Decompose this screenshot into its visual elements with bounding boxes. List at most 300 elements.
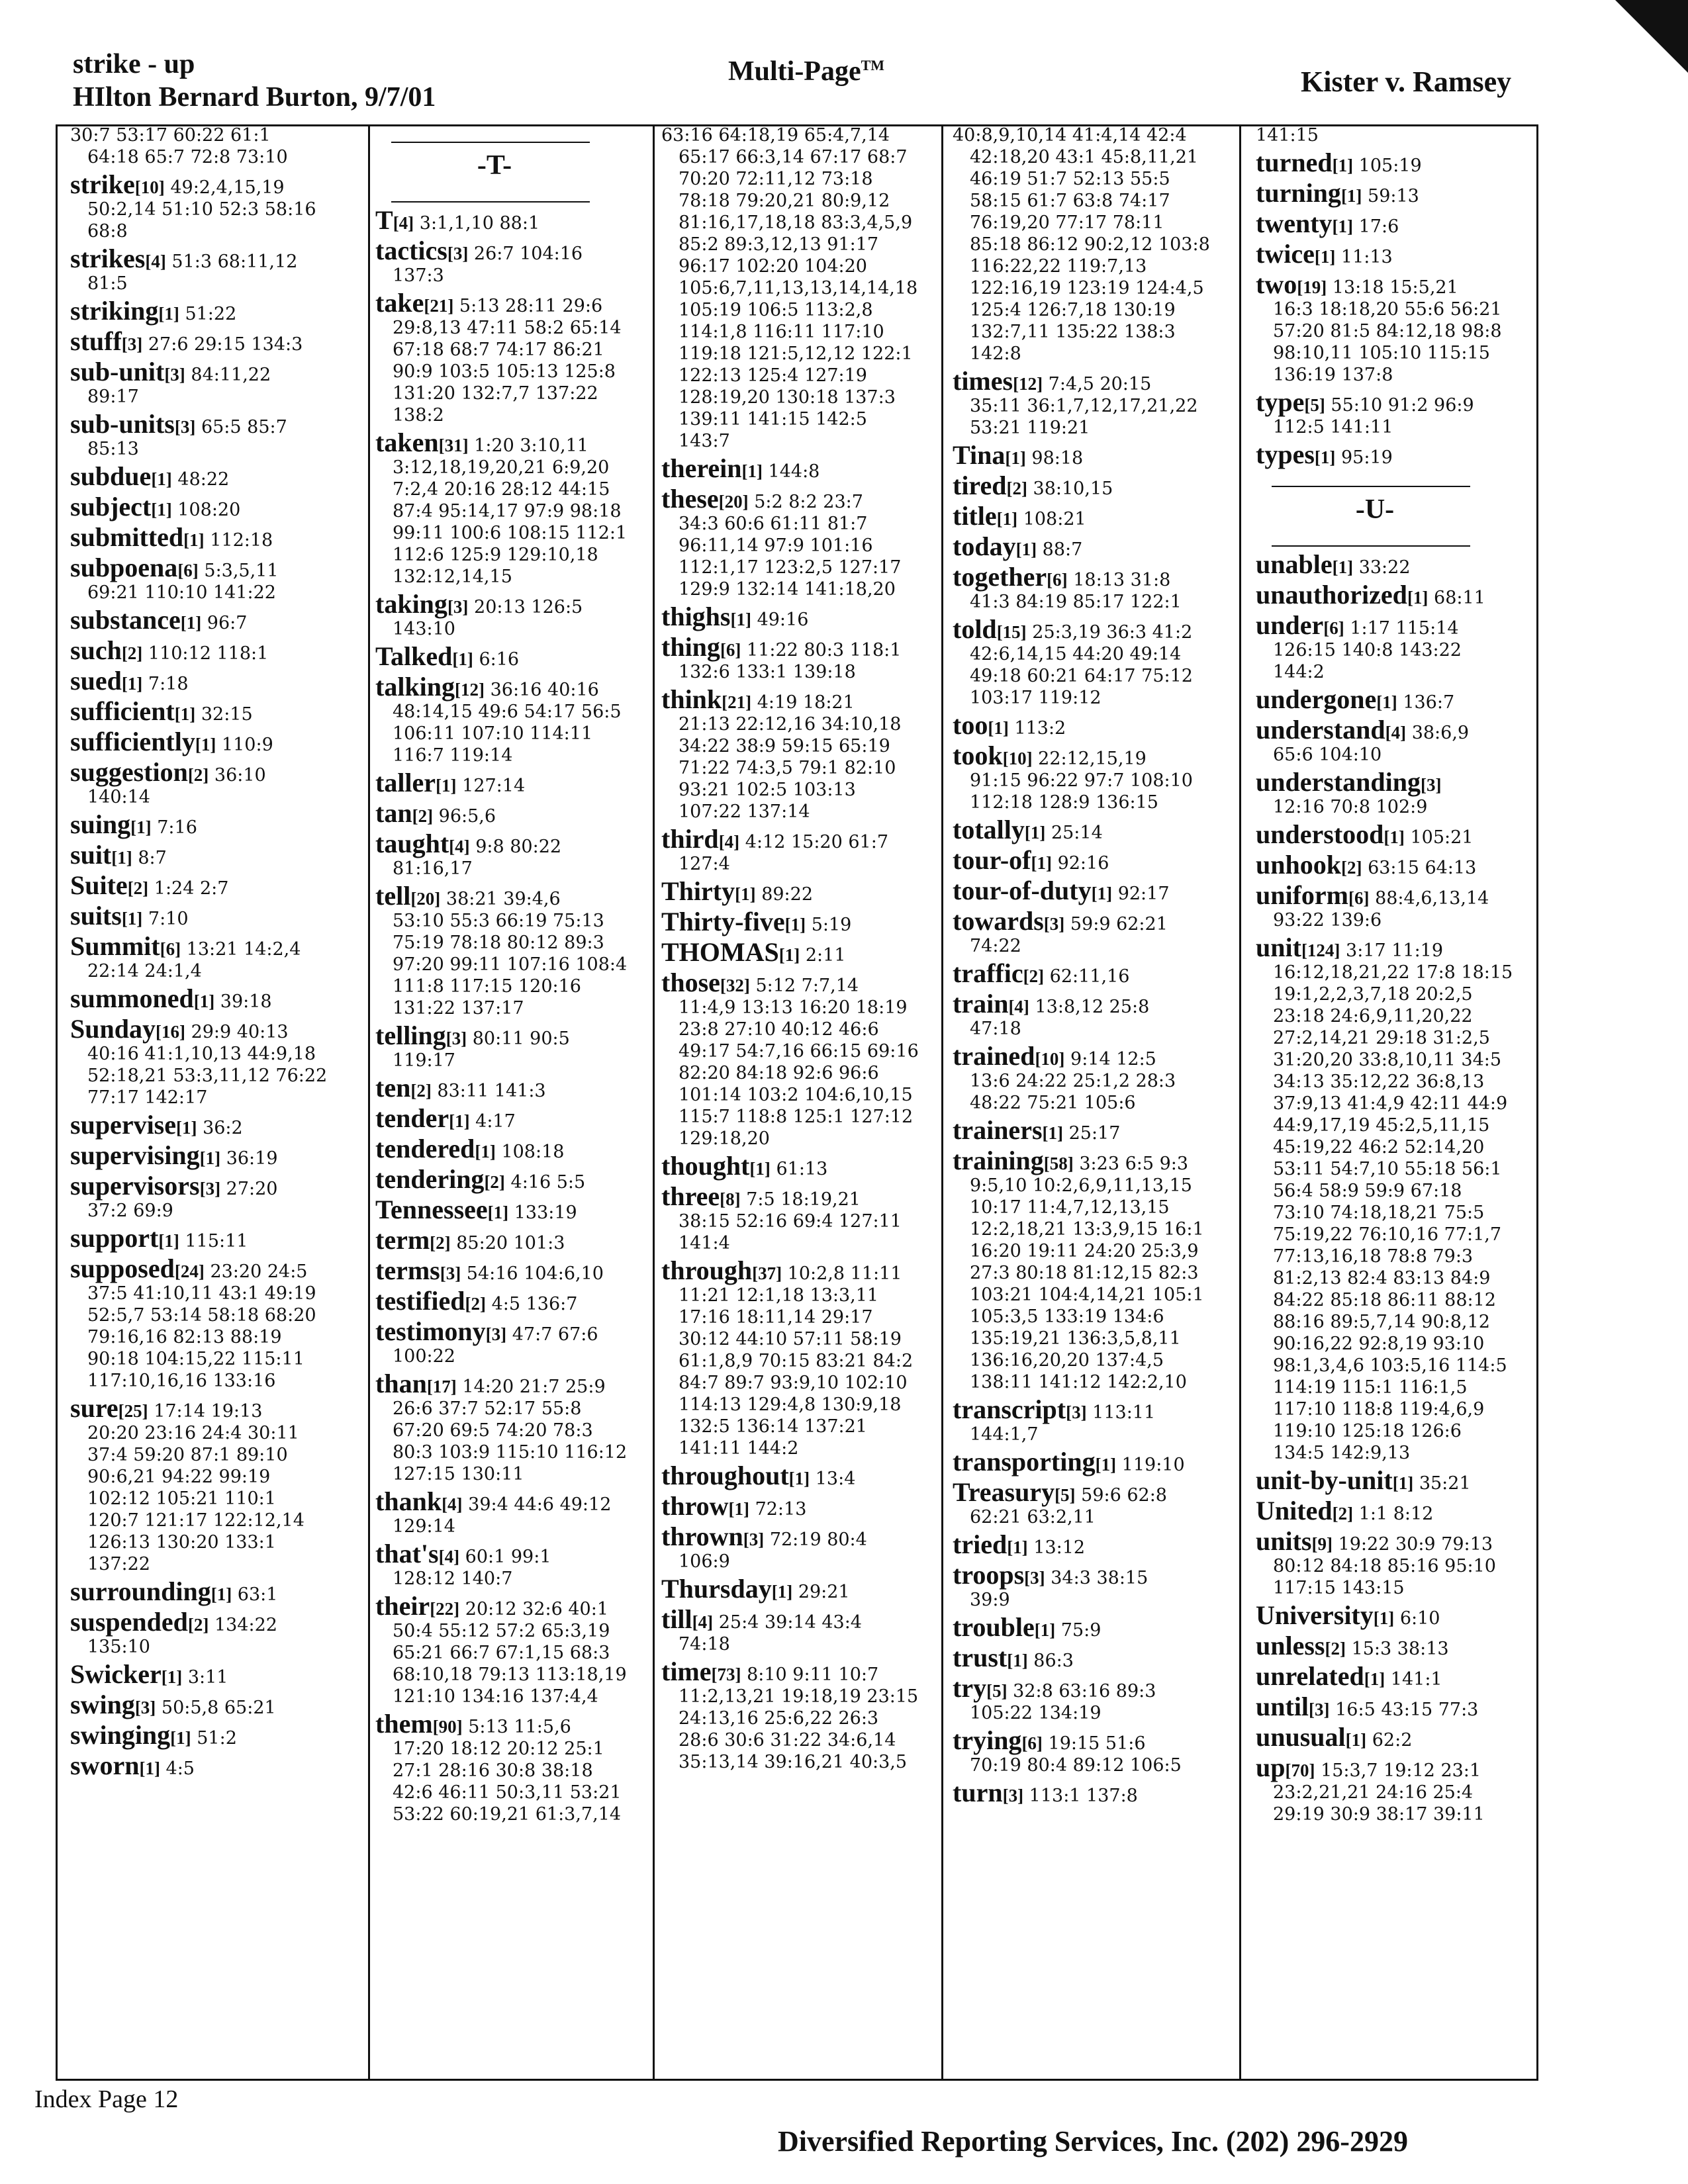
index-term: training — [953, 1146, 1044, 1175]
page-line-refs-continued: 42:6 46:11 50:3,11 53:21 — [393, 1782, 622, 1803]
index-entry — [375, 1073, 653, 1103]
index-term: understood — [1256, 819, 1384, 849]
occurrence-count: [1] — [158, 304, 179, 324]
index-entry — [70, 553, 368, 604]
index-entry — [375, 1195, 653, 1224]
index-term: suggestion — [70, 757, 188, 787]
page-line-refs-continued: 12:16 70:8 102:9 — [1273, 797, 1428, 817]
index-entry — [953, 815, 1239, 844]
index-entry-line — [70, 1576, 368, 1606]
occurrence-count: [10] — [1035, 1049, 1065, 1069]
page-line-refs-continued: 88:16 89:5,7,14 90:8,12 — [1273, 1312, 1490, 1332]
index-term: took — [953, 741, 1003, 770]
occurrence-count: [3] — [121, 334, 143, 354]
index-entry-line — [375, 1286, 653, 1316]
index-term: subpoena — [70, 553, 178, 582]
occurrence-count: [6] — [160, 939, 181, 959]
index-term: tried — [953, 1529, 1008, 1559]
page-line-refs-continued: 79:16,16 82:13 88:19 — [87, 1327, 282, 1347]
index-entry — [70, 1140, 368, 1170]
index-term: take — [375, 288, 424, 318]
page-line-refs-continued: 20:20 23:16 24:4 30:11 — [87, 1423, 299, 1443]
occurrence-count: [1] — [121, 674, 143, 694]
occurrence-count: [10] — [134, 177, 165, 197]
page-line-refs: 85:20 101:3 — [456, 1233, 565, 1253]
page-line-refs-continued: 81:16,17,18,18 83:3,4,5,9 — [679, 212, 913, 233]
page-line-refs-continued: 37:9,13 41:4,9 42:11 44:9 — [1273, 1093, 1508, 1114]
occurrence-count: [1] — [1024, 823, 1046, 842]
occurrence-count: [1] — [452, 649, 473, 669]
index-entry — [953, 741, 1239, 813]
page-line-refs: 61:13 — [776, 1159, 828, 1179]
index-entry — [661, 684, 941, 823]
index-entry-line — [1256, 208, 1538, 238]
page-line-refs-continued: 81:16,17 — [393, 858, 473, 879]
index-entry-line — [70, 1140, 368, 1170]
page-line-refs: 72:19 80:4 — [769, 1529, 867, 1550]
page-line-refs-continued: 126:15 140:8 143:22 — [1273, 640, 1462, 660]
index-entry-line — [953, 1560, 1239, 1590]
page-line-refs: 115:11 — [185, 1231, 248, 1251]
page-line-refs: 32:15 — [201, 704, 253, 725]
index-entry-line — [953, 1447, 1239, 1477]
index-term: sworn — [70, 1751, 140, 1780]
page-line-refs: 7:4,5 20:15 — [1048, 374, 1152, 394]
page-line-refs: 89:22 — [761, 884, 814, 905]
occurrence-count: [1] — [183, 530, 205, 550]
index-entry — [70, 757, 368, 808]
index-entry — [661, 632, 941, 683]
page-line-refs-continued: 122:16,19 123:19 124:4,5 — [970, 278, 1204, 298]
index-entry-line — [70, 296, 368, 326]
page-line-refs: 136:7 — [1403, 692, 1455, 713]
page-line-refs-continued: 97:20 99:11 107:16 108:4 — [393, 954, 628, 975]
occurrence-count: [3] — [440, 1263, 461, 1283]
page-line-refs: 36:10 — [214, 765, 266, 786]
index-entry-line — [70, 409, 368, 439]
page-line-refs-continued: 106:9 — [679, 1551, 730, 1572]
index-term: types — [1256, 439, 1315, 469]
index-term: sufficiently — [70, 727, 195, 756]
page-line-refs: 133:19 — [514, 1203, 577, 1223]
occurrence-count: [1] — [449, 1111, 470, 1131]
section-divider — [391, 142, 590, 143]
page-line-refs-continued: 136:16,20,20 137:4,5 — [970, 1350, 1164, 1371]
page-line-refs: 108:18 — [501, 1142, 565, 1162]
index-term: that's — [375, 1539, 439, 1569]
page-line-refs-continued: 140:14 — [87, 787, 150, 807]
occurrence-count: [32] — [720, 976, 750, 995]
index-entry — [375, 1591, 653, 1707]
index-entry-line — [375, 1255, 653, 1285]
occurrence-count: [4] — [442, 1494, 463, 1514]
index-entry-line — [1256, 684, 1538, 714]
index-term: twice — [1256, 239, 1315, 269]
index-entry — [70, 635, 368, 665]
page-line-refs: 15:3,7 19:12 23:1 — [1321, 1760, 1481, 1781]
page-line-refs: 9:8 80:22 — [475, 837, 562, 857]
page-line-refs: 11:22 80:3 118:1 — [747, 640, 902, 660]
page-line-refs: 88:4,6,13,14 — [1375, 888, 1489, 909]
section-letter: -T- — [477, 150, 512, 181]
page-line-refs: 50:5,8 65:21 — [161, 1698, 276, 1718]
occurrence-count: [4] — [449, 837, 470, 856]
index-term: sub-unit — [70, 357, 165, 387]
page-line-refs: 92:16 — [1057, 853, 1109, 874]
page-line-refs-continued: 80:3 103:9 115:10 116:12 — [393, 1442, 628, 1463]
index-term: thank — [375, 1486, 442, 1516]
page-line-refs-continued: 103:17 119:12 — [970, 688, 1102, 708]
page-line-refs-continued: 115:7 118:8 125:1 127:12 — [679, 1107, 914, 1127]
index-entry-line — [661, 1255, 941, 1285]
index-entry — [661, 453, 941, 483]
page-line-refs-continued: 90:16,22 92:8,19 93:10 — [1273, 1334, 1485, 1354]
index-entry — [1256, 387, 1538, 438]
page-line-refs: 59:13 — [1368, 186, 1419, 206]
page-line-refs: 2:11 — [805, 945, 846, 966]
index-entry — [1256, 239, 1538, 269]
page-line-refs: 30:7 53:17 60:22 61:1 — [70, 125, 271, 146]
page-line-refs: 39:18 — [220, 991, 272, 1012]
index-entry-line — [1256, 933, 1538, 962]
page-line-refs-continued: 53:10 55:3 66:19 75:13 — [393, 911, 604, 931]
index-entry-line — [70, 1171, 368, 1201]
occurrence-count: [2] — [187, 765, 209, 785]
occurrence-count: [2] — [410, 1081, 432, 1101]
page-line-refs-continued: 47:18 — [970, 1019, 1021, 1039]
page-line-refs-continued: 138:2 — [393, 405, 444, 426]
occurrence-count: [4] — [718, 832, 740, 852]
index-entry — [661, 1181, 941, 1254]
occurrence-count: [1] — [778, 945, 800, 965]
index-entry-line — [70, 635, 368, 665]
index-entry-line — [1256, 767, 1538, 797]
page-line-refs-continued: 29:19 30:9 38:17 39:11 — [1273, 1804, 1485, 1825]
index-term: unit-by-unit — [1256, 1465, 1393, 1495]
index-entry-line — [953, 1529, 1239, 1559]
occurrence-count: [1] — [1364, 1669, 1385, 1689]
index-entry-line — [375, 205, 653, 235]
index-entry — [661, 1461, 941, 1490]
page-line-refs: 84:11,22 — [191, 365, 271, 385]
index-entry-line — [953, 124, 1239, 146]
page-line-refs-continued: 141:4 — [679, 1233, 730, 1253]
index-term: three — [661, 1181, 720, 1211]
page-line-refs-continued: 98:1,3,4,6 103:5,16 114:5 — [1273, 1355, 1507, 1376]
index-entry-line — [953, 501, 1239, 531]
index-entry-line — [661, 1657, 941, 1686]
page-line-refs: 1:24 2:7 — [154, 878, 229, 899]
index-entry-line — [70, 326, 368, 356]
index-entry-line — [953, 440, 1239, 470]
page-line-refs-continued: 9:5,10 10:2,6,9,11,13,15 — [970, 1175, 1192, 1196]
page-line-refs: 4:16 5:5 — [510, 1172, 586, 1193]
index-entry-line — [661, 1491, 941, 1521]
header-range: strike - up — [73, 49, 195, 79]
index-term: unable — [1256, 549, 1333, 579]
occurrence-count: [3] — [1043, 914, 1065, 934]
page-line-refs: 17:14 19:13 — [154, 1401, 263, 1422]
occurrence-count: [1] — [730, 610, 751, 629]
occurrence-count: [19] — [1297, 277, 1327, 297]
index-term: Tennessee — [375, 1195, 488, 1224]
index-term: strikes — [70, 244, 146, 273]
occurrence-count: [1] — [1015, 539, 1037, 559]
page-line-refs-continued: 111:8 117:15 120:16 — [393, 976, 581, 997]
index-term: turned — [1256, 148, 1333, 177]
page-line-refs-continued: 67:18 68:7 74:17 86:21 — [393, 340, 604, 360]
index-entry — [70, 1659, 368, 1689]
occurrence-count: [1] — [1345, 1730, 1367, 1750]
index-entry — [1256, 439, 1538, 469]
index-entry — [375, 1103, 653, 1133]
page-line-refs-continued: 39:9 — [970, 1590, 1010, 1610]
index-term: summoned — [70, 983, 194, 1013]
index-term: suing — [70, 809, 131, 839]
index-entry-line — [1256, 269, 1538, 299]
index-entry — [70, 1607, 368, 1658]
page-line-refs: 13:12 — [1033, 1537, 1086, 1558]
page-line-refs-continued: 116:7 119:14 — [393, 745, 513, 766]
occurrence-count: [1] — [735, 884, 756, 904]
page-line-refs-continued: 24:13,16 25:6,22 26:3 — [679, 1708, 879, 1729]
page-line-refs-continued: 112:6 125:9 129:10,18 — [393, 545, 598, 565]
occurrence-count: [16] — [155, 1022, 185, 1042]
page-line-refs-continued: 34:22 38:9 59:15 65:19 — [679, 736, 890, 756]
index-entry-line — [1256, 850, 1538, 880]
index-entry-line — [1256, 1752, 1538, 1782]
page-line-refs-continued: 117:10 118:8 119:4,6,9 — [1273, 1399, 1485, 1420]
occurrence-count: [1] — [1407, 588, 1429, 608]
index-term: totally — [953, 815, 1025, 844]
occurrence-count: [3] — [134, 1698, 156, 1717]
occurrence-count: [1] — [176, 1118, 197, 1138]
index-term: trouble — [953, 1612, 1035, 1642]
page-line-refs-continued: 70:19 80:4 89:12 106:5 — [970, 1755, 1182, 1776]
index-entry-line — [661, 968, 941, 997]
index-entry — [661, 1604, 941, 1655]
index-entry — [953, 1529, 1239, 1559]
index-entry-line — [661, 124, 941, 146]
page-line-refs: 33:22 — [1358, 557, 1411, 578]
page-line-refs-continued: 114:13 129:4,8 130:9,18 — [679, 1394, 902, 1415]
page-line-refs: 59:9 62:21 — [1070, 914, 1168, 934]
page-line-refs-continued: 96:11,14 97:9 101:16 — [679, 535, 873, 556]
page-line-refs-continued: 100:22 — [393, 1346, 455, 1367]
index-entry-line — [661, 907, 941, 936]
index-term: testimony — [375, 1316, 486, 1346]
index-entry — [375, 829, 653, 880]
occurrence-count: [4] — [1385, 723, 1407, 743]
page-line-refs: 49:2,4,15,19 — [170, 177, 285, 198]
index-term: uniform — [1256, 880, 1348, 910]
page-line-refs: 55:10 91:2 96:9 — [1331, 395, 1474, 416]
index-entry-line — [661, 1181, 941, 1211]
page-line-refs: 59:6 62:8 — [1081, 1485, 1167, 1506]
index-term: thought — [661, 1151, 750, 1181]
page-line-refs-continued: 117:10,16,16 133:16 — [87, 1371, 276, 1391]
index-entry-line — [375, 1225, 653, 1255]
index-entry — [70, 696, 368, 726]
index-entry-line — [1256, 1496, 1538, 1525]
page-line-refs-continued: 74:22 — [970, 936, 1021, 956]
page-line-refs-continued: 112:1,17 123:2,5 127:17 — [679, 557, 902, 578]
index-term: too — [953, 710, 988, 740]
index-entry-line — [661, 1151, 941, 1181]
page-line-refs: 38:21 39:4,6 — [445, 889, 561, 909]
index-entry-line — [70, 1607, 368, 1637]
page-line-refs-continued: 23:2,21,21 24:16 25:4 — [1273, 1782, 1474, 1803]
page-line-refs-continued: 90:6,21 94:22 99:19 — [87, 1467, 271, 1487]
index-entry — [70, 1110, 368, 1140]
page-line-refs-continued: 75:19,22 76:10,16 77:1,7 — [1273, 1224, 1502, 1245]
page-line-refs: 144:8 — [768, 461, 820, 482]
page-line-refs: 32:8 63:16 89:3 — [1013, 1681, 1156, 1702]
index-entry — [70, 124, 368, 168]
occurrence-count: [3] — [447, 244, 469, 263]
page-line-refs: 75:9 — [1060, 1620, 1102, 1641]
occurrence-count: [1] — [788, 1469, 810, 1488]
index-entry — [1256, 1600, 1538, 1630]
index-term: think — [661, 684, 722, 714]
index-term: try — [953, 1673, 987, 1703]
index-entry-line — [1256, 124, 1538, 146]
index-entry-line — [70, 461, 368, 491]
page-line-refs: 13:21 14:2,4 — [186, 939, 301, 960]
page-line-refs: 25:14 — [1051, 823, 1103, 843]
page-line-refs-continued: 31:20,20 33:8,10,11 34:5 — [1273, 1050, 1502, 1070]
index-term: tendering — [375, 1164, 485, 1194]
index-entry — [70, 840, 368, 870]
page-line-refs: 25:3,19 36:3 41:2 — [1032, 622, 1193, 643]
index-entry — [375, 205, 653, 235]
index-entry-line — [375, 1539, 653, 1569]
page-line-refs-continued: 35:11 36:1,7,12,17,21,22 — [970, 396, 1198, 416]
index-term: tender — [375, 1103, 449, 1133]
page-line-refs-continued: 143:7 — [679, 431, 730, 451]
index-term: type — [1256, 387, 1305, 417]
page-line-refs-continued: 50:2,14 51:10 52:3 58:16 — [87, 199, 316, 220]
index-entry — [1256, 549, 1538, 579]
index-entry-line — [375, 641, 653, 671]
index-entry-line — [70, 870, 368, 900]
index-entry — [953, 906, 1239, 957]
index-term: subdue — [70, 461, 152, 491]
occurrence-count: [2] — [1340, 858, 1362, 878]
index-entry-line — [953, 1673, 1239, 1703]
page-line-refs: 19:15 51:6 — [1048, 1733, 1146, 1754]
index-term: substance — [70, 605, 181, 635]
page-line-refs: 141:1 — [1390, 1669, 1442, 1690]
index-term: their — [375, 1591, 430, 1621]
index-entry-line — [70, 169, 368, 199]
page-line-refs: 8:7 — [138, 848, 167, 868]
index-term: transcript — [953, 1394, 1066, 1424]
index-entry — [953, 1673, 1239, 1724]
index-entry — [953, 531, 1239, 561]
page-line-refs: 51:22 — [185, 304, 237, 324]
index-entry-line — [953, 1146, 1239, 1175]
index-entry-line — [1256, 1722, 1538, 1752]
page-line-refs: 6:10 — [1399, 1608, 1440, 1629]
page-line-refs: 3:11 — [187, 1667, 228, 1688]
occurrence-count: [1] — [170, 1728, 191, 1748]
index-entry-line — [953, 815, 1239, 844]
page-line-refs: 36:16 40:16 — [490, 680, 599, 700]
occurrence-count: [3] — [445, 1028, 467, 1048]
occurrence-count: [5] — [986, 1681, 1008, 1701]
index-column-1 — [56, 124, 368, 2081]
index-entry — [1256, 1496, 1538, 1525]
index-term: throughout — [661, 1461, 789, 1490]
index-term: trainers — [953, 1115, 1043, 1145]
index-entry-line — [953, 845, 1239, 875]
page-line-refs-continued: 42:6,14,15 44:20 49:14 — [970, 644, 1182, 664]
occurrence-count: [2] — [465, 1294, 486, 1314]
index-entry — [70, 605, 368, 635]
index-entry — [953, 1394, 1239, 1445]
page-line-refs-continued: 65:21 66:7 67:1,15 68:3 — [393, 1643, 610, 1663]
occurrence-count: [22] — [430, 1599, 460, 1619]
index-term: suits — [70, 901, 122, 931]
page-line-refs: 113:2 — [1014, 718, 1066, 739]
occurrence-count: [2] — [412, 806, 434, 826]
index-entry-line — [953, 958, 1239, 988]
index-entry — [1256, 208, 1538, 238]
occurrence-count: [1] — [1332, 216, 1354, 236]
occurrence-count: [2] — [127, 878, 149, 898]
occurrence-count: [2] — [121, 643, 143, 663]
index-entry-line — [661, 602, 941, 631]
page-line-refs-continued: 68:8 — [87, 221, 128, 242]
page-line-refs-continued: 7:2,4 20:16 28:12 44:15 — [393, 479, 610, 500]
page-line-refs-continued: 132:6 133:1 139:18 — [679, 662, 856, 682]
index-entry-line — [953, 1477, 1239, 1507]
index-entry — [661, 937, 941, 967]
index-term: unhook — [1256, 850, 1341, 880]
index-entry — [70, 1253, 368, 1392]
index-term: tour-of-duty — [953, 876, 1092, 905]
index-entry — [1256, 1465, 1538, 1495]
index-term: through — [661, 1255, 753, 1285]
occurrence-count: [31] — [438, 435, 469, 455]
index-entry-line — [70, 124, 368, 146]
page-line-refs: 25:17 — [1068, 1123, 1121, 1144]
trademark-mark: TM — [861, 57, 885, 73]
index-entry-line — [70, 1751, 368, 1780]
index-entry — [953, 1146, 1239, 1393]
page-line-refs: 29:9 40:13 — [191, 1022, 289, 1042]
page-line-refs-continued: 134:5 142:9,13 — [1273, 1443, 1411, 1463]
page-line-refs-continued: 89:17 — [87, 387, 139, 407]
index-entry — [953, 1115, 1239, 1145]
index-term: traffic — [953, 958, 1023, 988]
page-line-refs-continued: 57:20 81:5 84:12,18 98:8 — [1273, 321, 1502, 341]
page-line-refs: 113:11 — [1092, 1402, 1156, 1423]
index-entry-line — [661, 1604, 941, 1634]
index-term: towards — [953, 906, 1044, 936]
page-line-refs: 27:6 29:15 134:3 — [148, 334, 303, 355]
page-line-refs: 15:3 38:13 — [1351, 1639, 1449, 1659]
index-term: trying — [953, 1725, 1022, 1755]
index-entry — [661, 484, 941, 600]
index-entry — [953, 501, 1239, 531]
page-line-refs-continued: 142:8 — [970, 343, 1021, 364]
page-line-refs: 20:12 32:6 40:1 — [465, 1599, 609, 1619]
occurrence-count: [6] — [1323, 618, 1344, 638]
index-entry-line — [953, 614, 1239, 644]
page-line-refs-continued: 29:8,13 47:11 58:2 65:14 — [393, 318, 622, 338]
